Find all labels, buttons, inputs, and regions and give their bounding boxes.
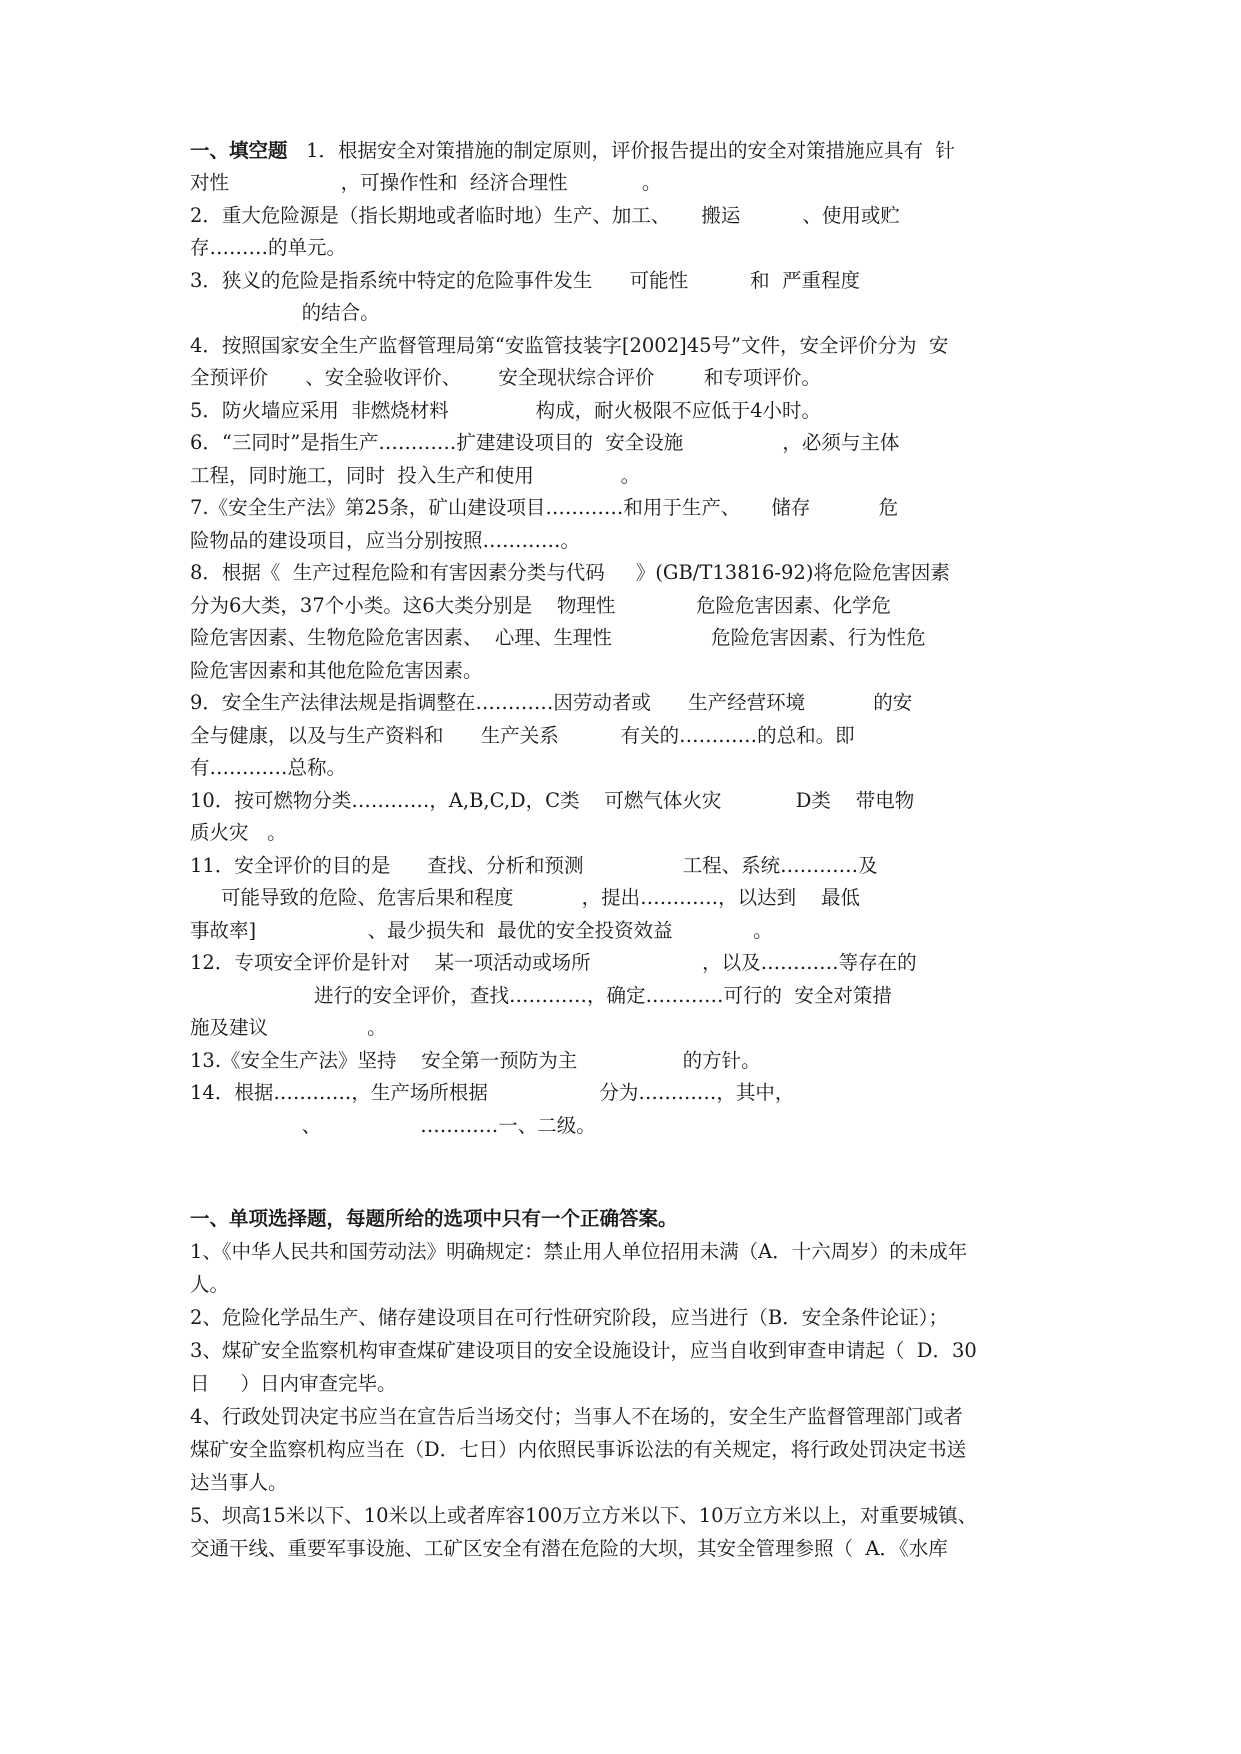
choice-line: 5、坝高15米以下、10米以上或者库容100万立方米以下、10万立方米以上，对重要城镇、 [190,1504,978,1527]
fill-line: 14．根据…………，生产场所根据 分为…………，其中， [190,1081,795,1104]
choice-line: 1、《中华人民共和国劳动法》明确规定：禁止用人单位招用未满（A．十六周岁）的未成年 [190,1240,968,1263]
fill-line: 2．重大危险源是（指长期地或者临时地）生产、加工、 搬运 、使用或贮 [190,204,900,227]
fill-line: 全与健康，以及与生产资料和 生产关系 有关的…………的总和。即 [190,724,855,747]
fill-line: 险危害因素、生物危险危害因素、 心理、生理性 危险危害因素、行为性危 [190,626,926,649]
choice-line: 日 ）日内审查完毕。 [190,1372,397,1395]
fill-section-heading: 一、填空题 [190,139,288,162]
fill-line: 险危害因素和其他危险危害因素。 [190,659,483,682]
fill-line: 施及建议 。 [190,1016,387,1039]
choice-line: 4、行政处罚决定书应当在宣告后当场交付；当事人不在场的，安全生产监督管理部门或者 [190,1405,963,1428]
fill-line: 进行的安全评价，查找…………，确定…………可行的 安全对策措 [190,984,892,1007]
fill-line: 3．狭义的危险是指系统中特定的危险事件发生 可能性 和 严重程度 [190,269,860,292]
choice-line: 人。 [190,1273,230,1296]
fill-line: 事故率] 、最少损失和 最优的安全投资效益 。 [190,919,773,942]
choice-line: 煤矿安全监察机构应当在（D．七日）内依照民事诉讼法的有关规定，将行政处罚决定书送 [190,1438,967,1461]
fill-line: 质火灾 。 [190,821,287,844]
choice-section-heading: 一、单项选择题，每题所给的选项中只有一个正确答案。 [190,1207,678,1230]
fill-line: 10．按可燃物分类…………，A,B,C,D，C类 可燃气体火灾 D类 带电物 [190,789,915,812]
choice-line: 交通干线、重要军事设施、工矿区安全有潜在危险的大坝，其安全管理参照（ A．《水库 [190,1537,948,1560]
fill-line: 有…………总称。 [190,756,347,779]
fill-line: 9．安全生产法律法规是指调整在…………因劳动者或 生产经营环境 的安 [190,691,913,714]
fill-line: 13.《安全生产法》坚持 安全第一预防为主 的方针。 [190,1049,761,1072]
fill-question-1-text: 1．根据安全对策措施的制定原则，评价报告提出的安全对策措施应具有 针 [287,139,955,162]
fill-line: 工程，同时施工，同时 投入生产和使用 。 [190,464,641,487]
choice-line: 达当事人。 [190,1471,288,1494]
fill-line: 存………的单元。 [190,236,347,259]
fill-line: 分为6大类，37个小类。这6大类分别是 物理性 危险危害因素、化学危 [190,594,892,617]
fill-line: 4．按照国家安全生产监督管理局第“安监管技装字[2002]45号”文件，安全评价分为 安 [190,334,949,357]
fill-line: 11．安全评价的目的是 查找、分析和预测 工程、系统…………及 [190,854,878,877]
fill-line: 7.《安全生产法》第25条，矿山建设项目…………和用于生产、 储存 危 [190,496,899,519]
fill-line: 可能导致的危险、危害后果和程度 ，提出…………，以达到 最低 [190,886,860,909]
fill-line: 5．防火墙应采用 非燃烧材料 构成，耐火极限不应低于4小时。 [190,399,821,422]
fill-line: 对性 ，可操作性和 经济合理性 。 [190,171,662,194]
choice-line: 3、煤矿安全监察机构审查煤矿建设项目的安全设施设计，应当自收到审查申请起（ D．30 [190,1339,977,1362]
fill-line: 8．根据《 生产过程危险和有害因素分类与代码 》(GB/T13816-92)将危险危害因素 [190,561,950,584]
fill-line: 的结合。 [190,301,380,324]
fill-line: 险物品的建设项目，应当分别按照…………。 [190,529,581,552]
choice-line: 2、危险化学品生产、储存建设项目在可行性研究阶段，应当进行（B．安全条件论证）； [190,1306,948,1329]
fill-line: 6．“三同时”是指生产…………扩建建设项目的 安全设施 ，必须与主体 [190,431,900,454]
fill-line: 全预评价 、安全验收评价、 安全现状综合评价 和专项评价。 [190,366,821,389]
fill-line: 12．专项安全评价是针对 某一项活动或场所 ，以及…………等存在的 [190,951,917,974]
fill-line: 、 …………一、二级。 [190,1114,596,1137]
fill-section-first-line [190,135,1060,167]
